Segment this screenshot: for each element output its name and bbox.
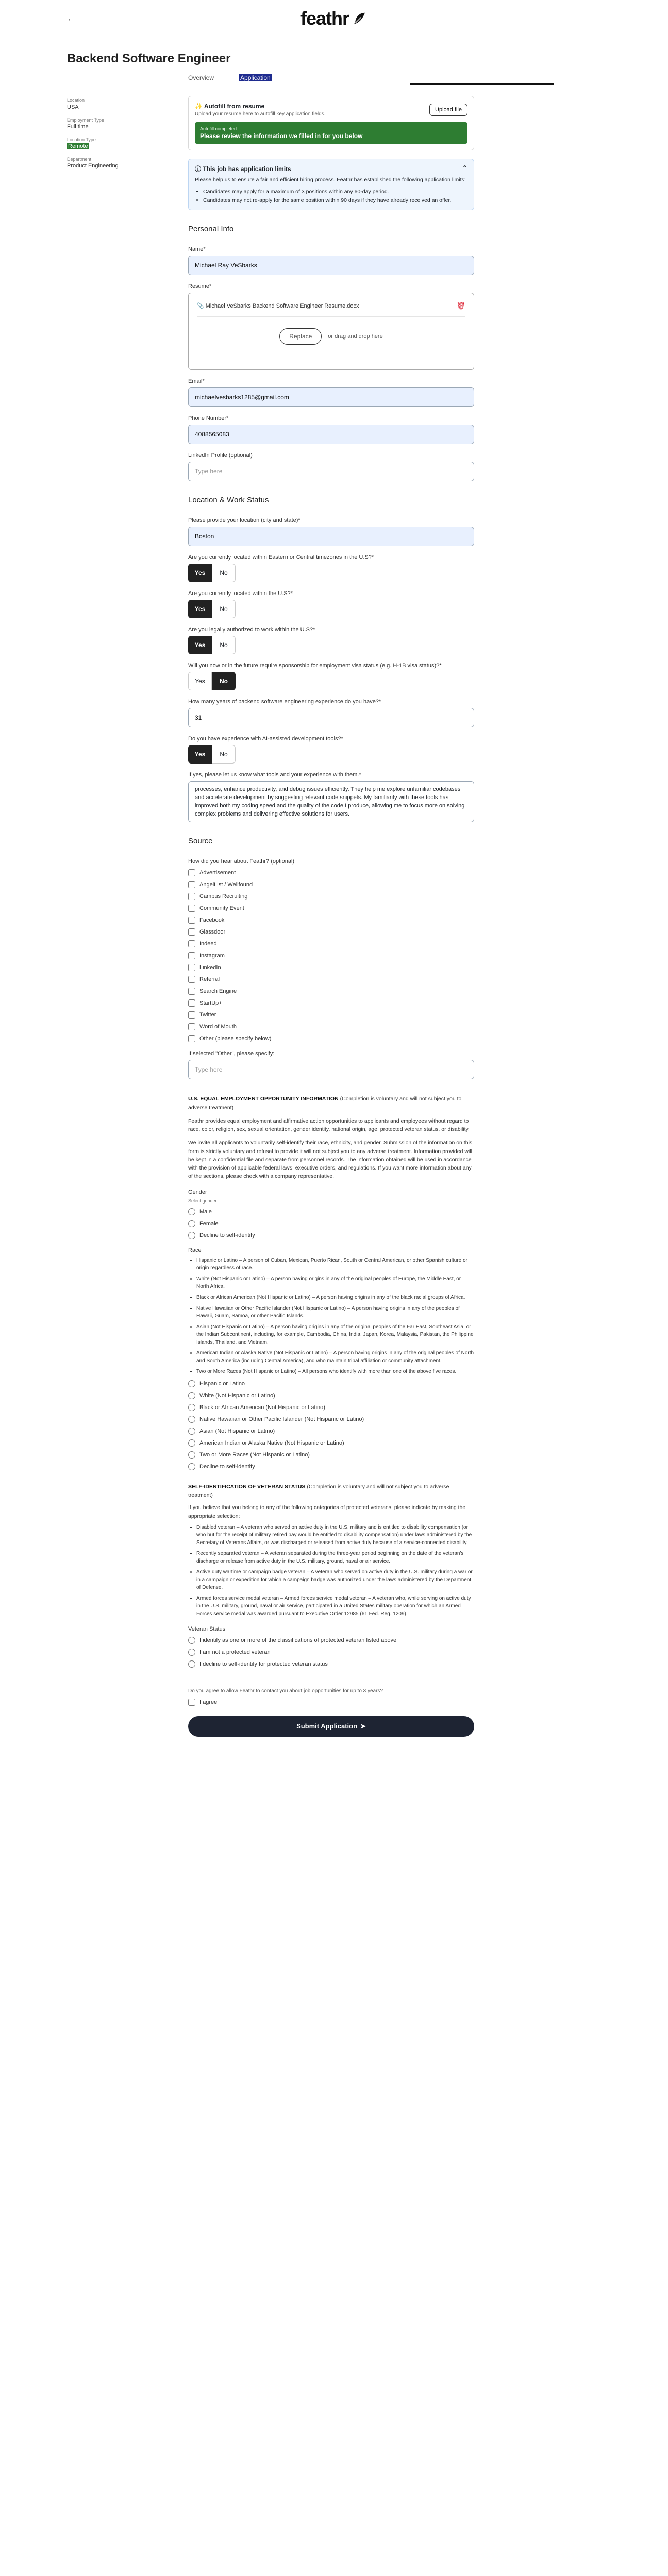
race-option-label: Native Hawaiian or Other Pacific Islander (Not Hispanic or Latino): [199, 1416, 364, 1422]
radio-button[interactable]: [188, 1220, 195, 1227]
feathr-logo: [300, 8, 368, 29]
source-option[interactable]: [188, 928, 474, 936]
timezone-toggle: [188, 564, 474, 582]
location-label: Location: [67, 98, 85, 103]
ai-tools-details-textarea[interactable]: processes, enhance productivity, and debug issues efficiently. They help me explore unfamiliar codebases and accelerate development by suggesting relevant code snippets. My familiarity with these tools has improved both my coding speed and the quality of the code I produce, allowing me to focus more on solving complex problems and delivering effective solutions for users.: [188, 781, 474, 822]
source-option-label: Search Engine: [199, 988, 237, 995]
location-type-label: Location Type: [67, 137, 96, 142]
veteran-definition: • Armed forces service medal veteran – Armed forces service medal veteran – A veteran who, while serving on active duty in the U.S. military, ground, naval or air service, participated in a United States military operation for which an Armed Forces service medal was awarded pursuant to Executive Order 12985 (61 Fed. Reg. 1209).: [196, 1595, 474, 1618]
source-option[interactable]: [188, 869, 474, 876]
experience-years-question: How many years of backend software engineering experience do you have?*: [188, 699, 381, 705]
race-definition: • Asian (Not Hispanic or Latino) – A person having origins in any of the original peoples of the Far East, Southeast Asia, or the Indian Subcontinent, including, for example, Cambodia, China, India, Japan, Korea, Malaysia, Pakistan, the Philippine Islands, Thailand, and Vietnam.: [196, 1323, 474, 1346]
race-options: [188, 1380, 474, 1470]
veteran-status-label: Veteran Status: [188, 1625, 226, 1632]
autofill-card: [188, 96, 474, 150]
race-option[interactable]: [188, 1392, 474, 1399]
radio-button[interactable]: [188, 1439, 195, 1447]
paperclip-icon: 📎: [197, 303, 204, 310]
ai-tools-toggle: [188, 745, 474, 764]
veteran-status-option-label: I am not a protected veteran: [199, 1649, 271, 1655]
yes-button[interactable]: Yes: [188, 745, 212, 764]
yes-button[interactable]: Yes: [188, 600, 212, 618]
yes-button[interactable]: Yes: [188, 636, 212, 654]
radio-button[interactable]: [188, 1404, 195, 1411]
radio-button[interactable]: [188, 1463, 195, 1470]
race-definition: • Two or More Races (Not Hispanic or Latino) – All persons who identify with more than one of the above five races.: [196, 1368, 474, 1376]
magic-wand-icon: ✨: [195, 103, 203, 110]
linkedin-label: LinkedIn Profile (optional): [188, 452, 253, 459]
race-option[interactable]: [188, 1404, 474, 1411]
job-details-sidebar: [67, 91, 170, 169]
race-option-label: Hispanic or Latino: [199, 1380, 245, 1387]
gender-option-label: Male: [199, 1208, 212, 1215]
no-button[interactable]: No: [212, 600, 236, 618]
source-heading: Source: [188, 837, 474, 850]
race-definition: • Hispanic or Latino – A person of Cuban, Mexican, Puerto Rican, South or Central American, or other Spanish culture or origin regardless of race.: [196, 1257, 474, 1272]
eeo-section: [188, 1095, 474, 1180]
eeo-paragraph: Feathr provides equal employment and affirmative action opportunities to applicants and employees without regard to race, color, religion, sex, sexual orientation, gender identity, national origin, age, protected veteran status, or disability.: [188, 1117, 470, 1133]
race-option[interactable]: [188, 1416, 474, 1423]
yes-button[interactable]: Yes: [188, 672, 212, 690]
work-authorization-question: Are you legally authorized to work within the U.S?*: [188, 626, 315, 633]
phone-label: Phone Number*: [188, 415, 229, 422]
checkbox[interactable]: [188, 940, 195, 947]
checkbox[interactable]: [188, 928, 195, 936]
employment-type-value: Full time: [67, 124, 89, 130]
race-definition: • Native Hawaiian or Other Pacific Islander (Not Hispanic or Latino) – A person having origins in any of the peoples of Hawaii, Guam, Samoa, or other Pacific Islands.: [196, 1304, 474, 1320]
limits-item: • Candidates may apply for a maximum of 3 positions within any 60-day period.: [203, 188, 467, 196]
source-option[interactable]: [188, 1011, 474, 1019]
checkbox[interactable]: [188, 976, 195, 983]
race-option[interactable]: [188, 1451, 474, 1459]
source-options: [188, 869, 474, 1042]
veteran-status-option[interactable]: [188, 1649, 474, 1656]
gender-sublabel: Select gender: [188, 1198, 217, 1204]
consent-question: Do you agree to allow Feathr to contact you about job opportunities for up to 3 years?: [188, 1688, 383, 1694]
trash-icon[interactable]: 🗑: [456, 301, 465, 310]
email-input[interactable]: michaelvesbarks1285@gmail.com: [188, 387, 474, 407]
location-status-heading: Location & Work Status: [188, 496, 474, 509]
source-option[interactable]: [188, 917, 474, 924]
logo-text: feathr: [300, 8, 349, 29]
other-specify-input[interactable]: Type here: [188, 1060, 474, 1079]
no-button[interactable]: No: [212, 672, 236, 690]
tab-application-label: Application: [239, 74, 272, 81]
sponsorship-toggle: [188, 672, 474, 690]
veteran-intro: If you believe that you belong to any of the following categories of protected veterans, please indicate by making the appropriate selection:: [188, 1504, 466, 1519]
race-option[interactable]: [188, 1428, 474, 1435]
gender-option[interactable]: [188, 1220, 474, 1227]
source-option-label: Word of Mouth: [199, 1024, 237, 1030]
name-input[interactable]: Michael Ray VeSbarks: [188, 256, 474, 275]
radio-button[interactable]: [188, 1392, 195, 1399]
location-value: USA: [67, 104, 79, 110]
resume-filename: Michael VeSbarks Backend Software Engineer Resume.docx: [205, 303, 359, 310]
source-option[interactable]: [188, 1023, 474, 1030]
consent-label: I agree: [199, 1699, 218, 1705]
autofill-success-small: Autofill completed: [200, 126, 237, 131]
source-option-label: Other (please specify below): [199, 1036, 272, 1042]
yes-button[interactable]: Yes: [188, 564, 212, 582]
source-option-label: Indeed: [199, 941, 217, 947]
phone-input[interactable]: 4088565083: [188, 425, 474, 444]
upload-file-button[interactable]: Upload file: [429, 104, 467, 116]
tab-bar: [188, 73, 474, 84]
no-button[interactable]: No: [212, 636, 236, 654]
source-option-label: Facebook: [199, 917, 225, 924]
chevron-up-icon[interactable]: ⌃: [462, 164, 467, 172]
checkbox[interactable]: [188, 988, 195, 995]
gender-option[interactable]: [188, 1232, 474, 1239]
radio-button[interactable]: [188, 1637, 195, 1644]
checkbox[interactable]: [188, 905, 195, 912]
limits-title: This job has application limits: [203, 165, 291, 173]
no-button[interactable]: No: [212, 745, 236, 764]
source-question: How did you hear about Feathr? (optional): [188, 858, 295, 865]
race-definition: • White (Not Hispanic or Latino) – A person having origins in any of the original peoples of Europe, the Middle East, or North Africa.: [196, 1275, 474, 1291]
email-label: Email*: [188, 378, 205, 385]
location-type-value: Remote: [68, 143, 88, 149]
source-option-label: Referral: [199, 976, 220, 983]
source-option[interactable]: [188, 976, 474, 983]
work-authorization-toggle: [188, 636, 474, 654]
radio-button[interactable]: [188, 1208, 195, 1215]
race-definition: • Black or African American (Not Hispanic or Latino) – A person having origins in any of the black racial groups of Africa.: [196, 1294, 474, 1301]
resume-dropzone[interactable]: [188, 293, 474, 370]
consent-checkbox[interactable]: [188, 1699, 195, 1706]
resume-label: Resume*: [188, 283, 212, 290]
race-definition: • American Indian or Alaska Native (Not Hispanic or Latino) – A person having origins in any of the original peoples of North and South America (including Central America), and who maintain tribal affiliation or community attachment.: [196, 1349, 474, 1365]
experience-years-input[interactable]: 31: [188, 708, 474, 727]
submit-application-button[interactable]: [188, 1716, 474, 1737]
source-option[interactable]: [188, 964, 474, 971]
personal-info-heading: Personal Info: [188, 225, 474, 238]
eeo-paragraph: We invite all applicants to voluntarily self-identify their race, ethnicity, and gender. Submission of the information on this form is strictly voluntary and refusal to provide it will not subject you to any adverse treatment. Information provided will be kept in a confidential file and separate from personnel records. The information obtained will be used in accordance with the provision of applicable federal laws, executive orders, and regulations. If you want more information about any of the sections, please check with a company representative.: [188, 1140, 473, 1180]
replace-button[interactable]: Replace: [279, 328, 322, 345]
department-value: Product Engineering: [67, 163, 119, 169]
source-option-label: StartUp+: [199, 1000, 222, 1007]
autofill-title: Autofill from resume: [204, 103, 265, 110]
eeo-title-note: (Completion is voluntary and will not subject you to adverse treatment): [188, 1096, 462, 1111]
source-option[interactable]: [188, 1035, 474, 1042]
radio-button[interactable]: [188, 1416, 195, 1423]
us-location-question: Are you currently located within the U.S?*: [188, 590, 293, 597]
limits-body: Please help us to ensure a fair and efficient hiring process. Feathr has established the following application limits:: [195, 177, 466, 183]
radio-button[interactable]: [188, 1649, 195, 1656]
source-option-label: Campus Recruiting: [199, 893, 248, 900]
application-limits-notice: [188, 159, 474, 210]
checkbox[interactable]: [188, 964, 195, 971]
source-option-label: Twitter: [199, 1012, 216, 1019]
checkbox[interactable]: [188, 999, 195, 1007]
radio-button[interactable]: [188, 1380, 195, 1387]
source-option-label: Instagram: [199, 953, 225, 959]
linkedin-input[interactable]: Type here: [188, 462, 474, 481]
veteran-definition: • Active duty wartime or campaign badge veteran – A veteran who served on active duty in the U.S. military during a war or in a campaign or expedition for which a campaign badge was authorized under the laws administered by the Department of Defense.: [196, 1568, 474, 1591]
location-input[interactable]: Boston: [188, 527, 474, 546]
checkbox[interactable]: [188, 1023, 195, 1030]
radio-button[interactable]: [188, 1232, 195, 1239]
top-bar: [0, 0, 668, 37]
source-option[interactable]: [188, 952, 474, 959]
source-option-label: Glassdoor: [199, 929, 226, 936]
gender-label: Gender: [188, 1189, 207, 1195]
location-question: Please provide your location (city and state)*: [188, 517, 300, 524]
ai-tools-question: Do you have experience with AI-assisted development tools?*: [188, 736, 343, 742]
gender-options: [188, 1208, 474, 1239]
source-option[interactable]: [188, 893, 474, 900]
gender-option-label: Female: [199, 1220, 219, 1227]
job-title: Backend Software Engineer: [67, 52, 231, 65]
source-option[interactable]: [188, 999, 474, 1007]
race-option-label: Asian (Not Hispanic or Latino): [199, 1428, 275, 1434]
veteran-title-note: (Completion is voluntary and will not subject you to adverse treatment): [188, 1483, 449, 1498]
race-label: Race: [188, 1247, 202, 1253]
veteran-section: [188, 1483, 474, 1618]
autofill-success-banner: [195, 122, 467, 144]
race-option[interactable]: [188, 1463, 474, 1470]
veteran-status-option-label: I identify as one or more of the classifications of protected veteran listed above: [199, 1637, 397, 1643]
veteran-status-option-label: I decline to self-identify for protected veteran status: [199, 1660, 328, 1667]
limits-item: • Candidates may not re-apply for the same position within 90 days if they have already received an offer.: [203, 196, 467, 205]
active-tab-indicator: [410, 83, 554, 85]
checkbox[interactable]: [188, 893, 195, 900]
application-form: [188, 96, 474, 1737]
race-option-label: American Indian or Alaska Native (Not Hispanic or Latino): [199, 1439, 344, 1446]
checkbox[interactable]: [188, 1011, 195, 1019]
veteran-status-options: [188, 1637, 474, 1668]
back-arrow-icon[interactable]: ←: [67, 14, 75, 23]
radio-button[interactable]: [188, 1451, 195, 1459]
sponsorship-question: Will you now or in the future require sponsorship for employment visa status (e.g. H-1B visa status)?*: [188, 663, 442, 669]
veteran-title: SELF-IDENTIFICATION OF VETERAN STATUS: [188, 1483, 306, 1490]
checkbox[interactable]: [188, 1035, 195, 1042]
tab-application[interactable]: [239, 73, 279, 84]
other-specify-label: If selected "Other", please specify:: [188, 1050, 275, 1057]
submit-label: Submit Application: [296, 1722, 358, 1731]
source-option-label: Community Event: [199, 905, 244, 912]
veteran-definition: • Disabled veteran – A veteran who served on active duty in the U.S. military and is entitled to disability compensation (or who but for the receipt of military retired pay would be entitled to disability compensation) under laws administered by the Secretary of Veterans Affairs, or was discharged or released from active duty because of a service-connected disability.: [196, 1523, 474, 1547]
send-icon: ➤: [360, 1722, 366, 1730]
department-label: Department: [67, 157, 92, 162]
source-option[interactable]: [188, 940, 474, 947]
checkbox[interactable]: [188, 917, 195, 924]
gender-option-label: Decline to self-identify: [199, 1232, 255, 1239]
race-option-label: White (Not Hispanic or Latino): [199, 1392, 275, 1399]
no-button[interactable]: No: [212, 564, 236, 582]
feather-icon: [352, 11, 368, 26]
timezone-question: Are you currently located within Eastern or Central timezones in the U.S?*: [188, 554, 374, 561]
race-option-label: Decline to self-identify: [199, 1463, 255, 1470]
autofill-subtitle: Upload your resume here to autofill key application fields.: [195, 111, 326, 117]
eeo-title: U.S. EQUAL EMPLOYMENT OPPORTUNITY INFORMATION: [188, 1096, 339, 1103]
gender-option[interactable]: [188, 1208, 474, 1215]
source-option-label: AngelList / Wellfound: [199, 882, 253, 888]
us-location-toggle: [188, 600, 474, 618]
checkbox[interactable]: [188, 869, 195, 876]
tab-overview[interactable]: Overview: [188, 74, 214, 81]
autofill-success-main: Please review the information we filled in for you below: [200, 132, 363, 140]
radio-button[interactable]: [188, 1428, 195, 1435]
source-option-label: LinkedIn: [199, 964, 221, 971]
veteran-status-option[interactable]: [188, 1660, 474, 1668]
drag-drop-hint: or drag and drop here: [328, 333, 383, 340]
race-option[interactable]: [188, 1380, 474, 1387]
name-label: Name*: [188, 246, 206, 253]
radio-button[interactable]: [188, 1660, 195, 1668]
veteran-definitions: [188, 1523, 474, 1618]
checkbox[interactable]: [188, 881, 195, 888]
checkbox[interactable]: [188, 952, 195, 959]
info-icon: ⓘ: [195, 165, 202, 173]
source-option-label: Advertisement: [199, 870, 236, 876]
source-option[interactable]: [188, 881, 474, 888]
veteran-definition: • Recently separated veteran – A veteran separated during the three-year period beginning on the date of the veteran's discharge or release from active duty in the U.S. military, ground, naval or air service.: [196, 1550, 474, 1565]
veteran-status-option[interactable]: [188, 1637, 474, 1644]
ai-tools-details-question: If yes, please let us know what tools and your experience with them.*: [188, 772, 361, 778]
race-option-label: Two or More Races (Not Hispanic or Latino): [199, 1451, 310, 1458]
source-option[interactable]: [188, 905, 474, 912]
race-option-label: Black or African American (Not Hispanic or Latino): [199, 1404, 325, 1411]
race-definitions: [188, 1257, 474, 1376]
source-option[interactable]: [188, 988, 474, 995]
consent-option[interactable]: [188, 1699, 474, 1706]
employment-type-label: Employment Type: [67, 117, 104, 123]
race-option[interactable]: [188, 1439, 474, 1447]
